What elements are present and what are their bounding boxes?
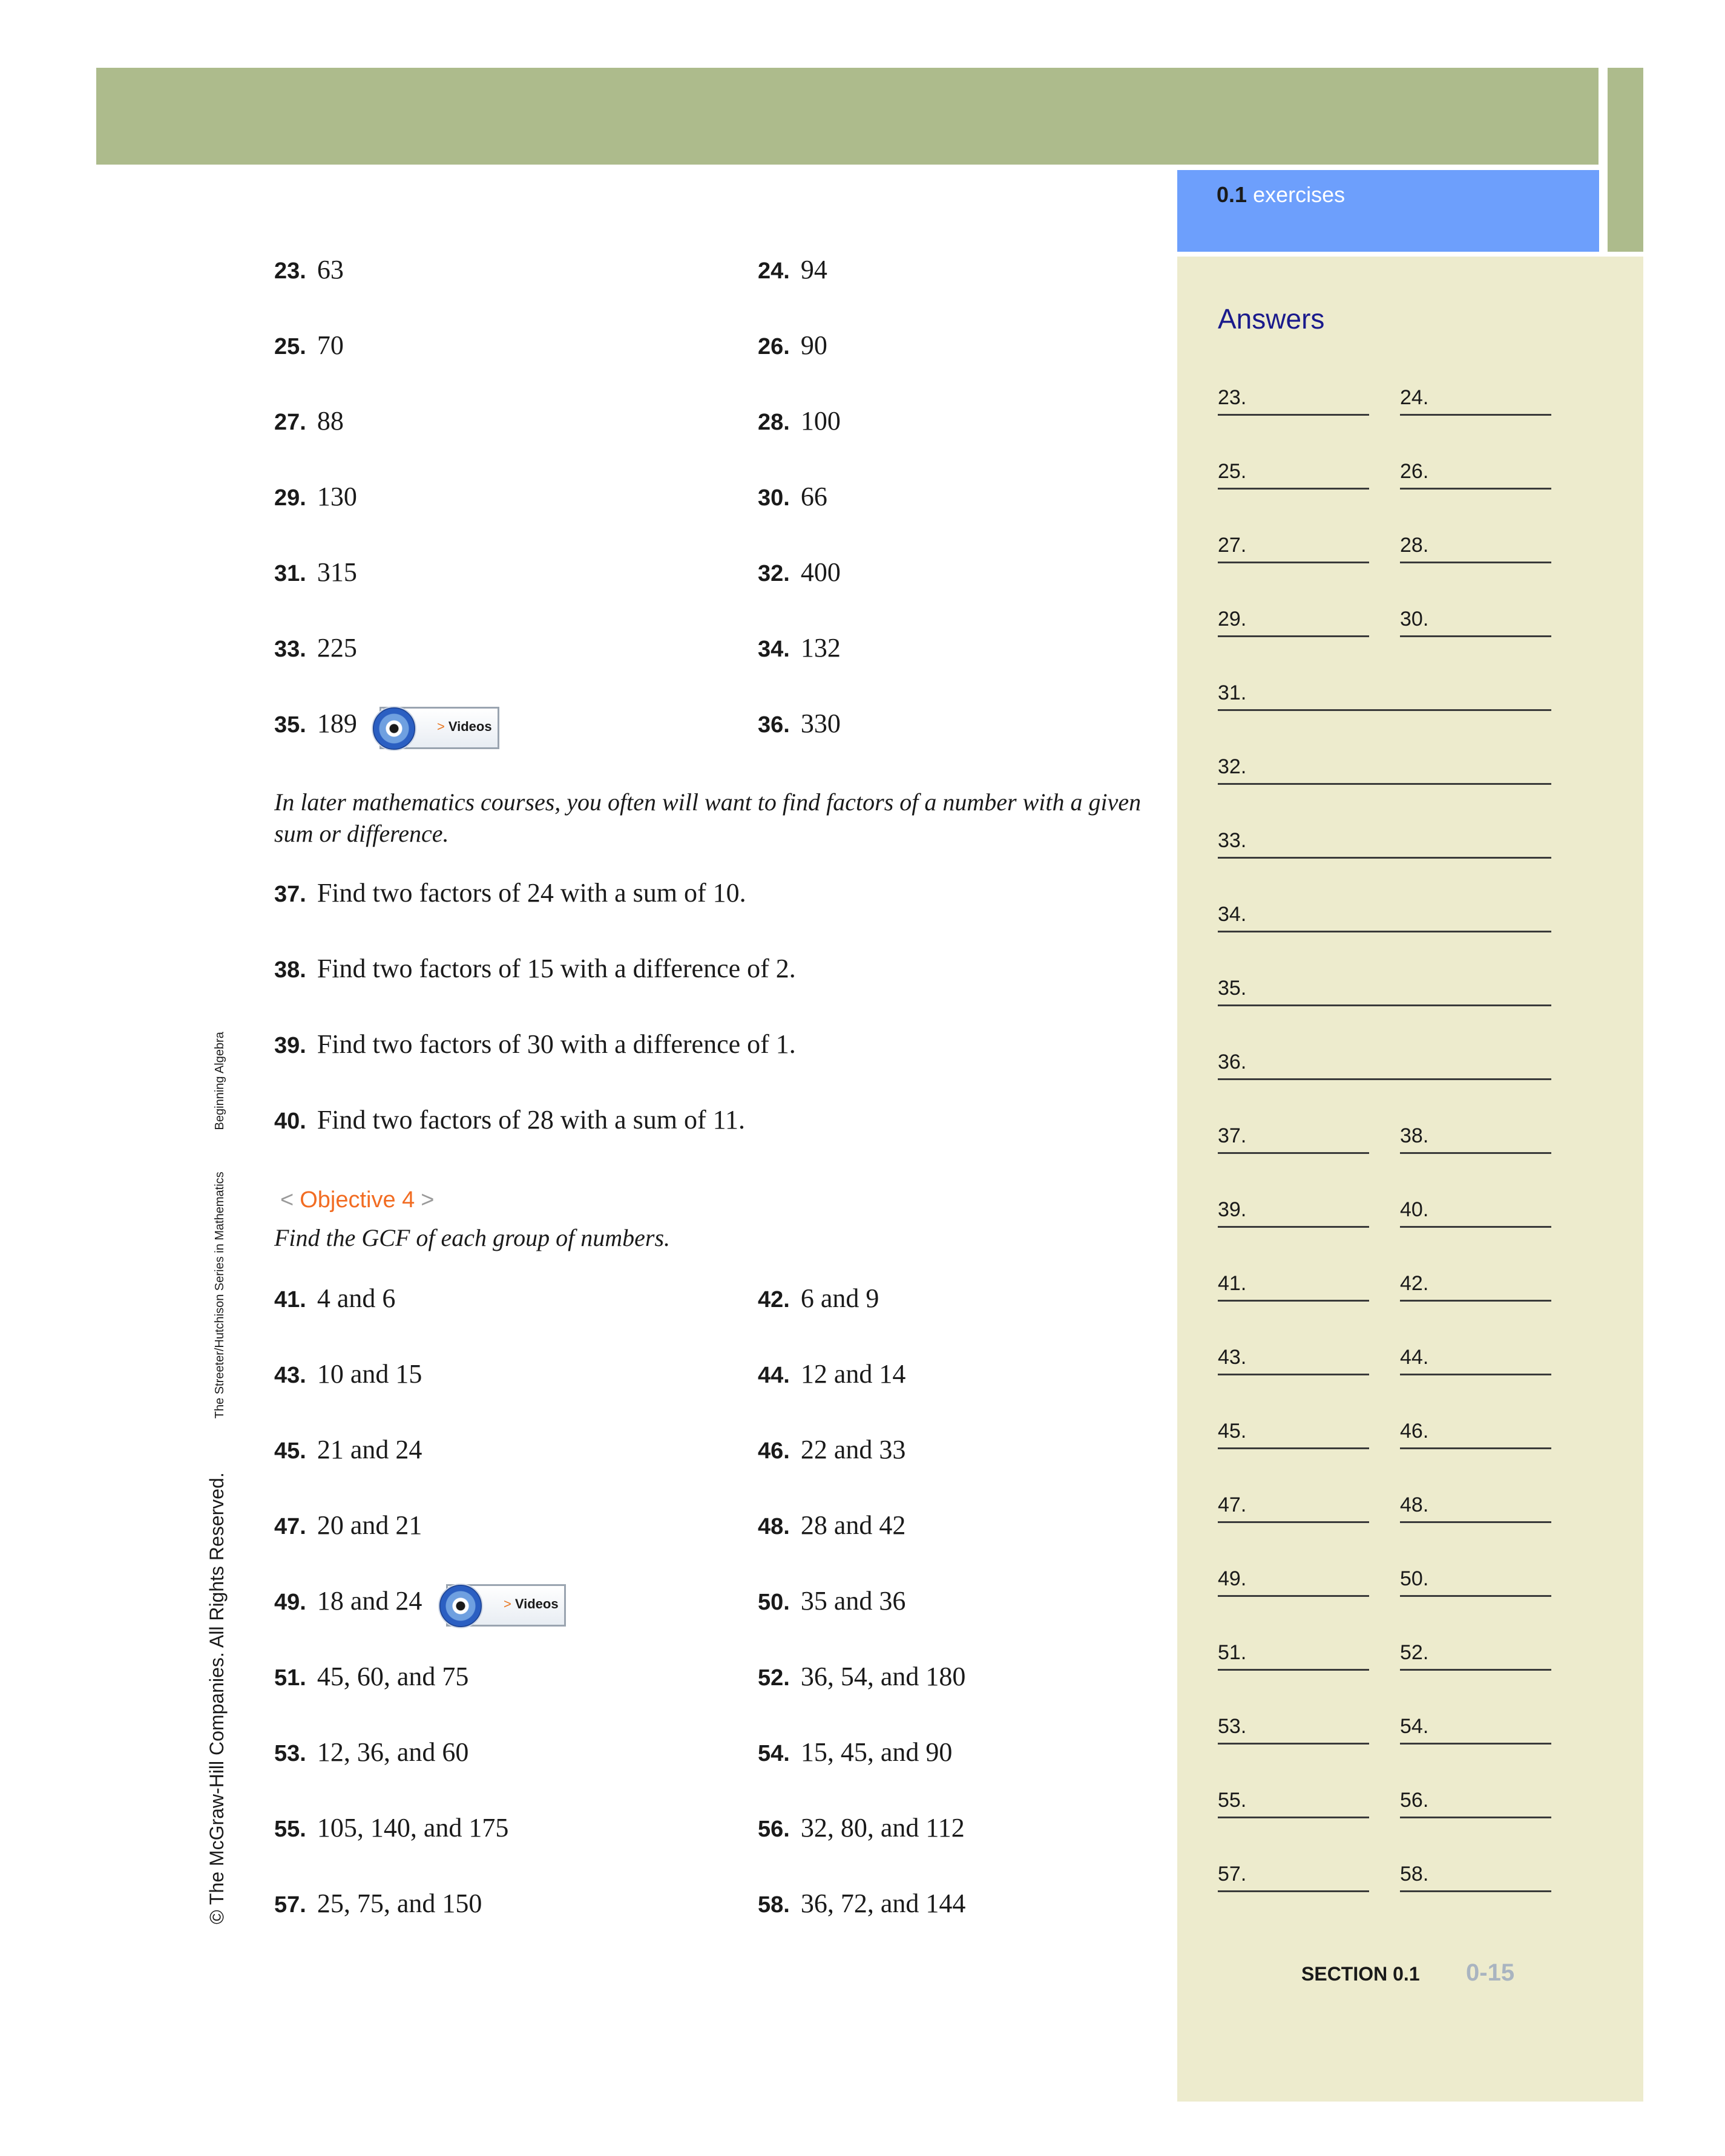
exercise-value: 315 — [317, 557, 357, 587]
exercise-51 — [274, 1661, 468, 1694]
exercise-value: 330 — [800, 709, 841, 738]
objective-heading — [274, 1187, 441, 1213]
exercise-number: 28. — [758, 410, 790, 435]
exercise-text: Find two factors of 15 with a difference of 2. — [317, 954, 796, 983]
side-copyright — [206, 1032, 228, 1924]
exercise-45 — [274, 1434, 422, 1467]
exercise-value: 63 — [317, 255, 344, 284]
exercise-number: 23. — [274, 258, 306, 284]
section-number: 0.1 — [1217, 182, 1247, 207]
exercise-40 — [274, 1104, 745, 1137]
exercise-number: 43. — [274, 1363, 306, 1388]
exercise-56 — [758, 1812, 965, 1845]
exercise-value: 90 — [800, 330, 827, 360]
exercise-value: 45, 60, and 75 — [317, 1662, 469, 1691]
chevron-right-icon: > — [504, 1596, 511, 1611]
exercise-value: 21 and 24 — [317, 1435, 422, 1464]
exercise-value: 225 — [317, 633, 357, 663]
exercise-number: 31. — [274, 561, 306, 586]
answer-blank-55[interactable]: 55. — [1218, 1788, 1369, 1818]
exercise-value: 105, 140, and 175 — [317, 1813, 509, 1843]
video-button[interactable] — [446, 1584, 566, 1627]
answer-blank-38[interactable]: 38. — [1400, 1124, 1551, 1154]
answer-blank-45[interactable]: 45. — [1218, 1419, 1369, 1449]
exercise-value: 35 and 36 — [800, 1586, 906, 1616]
exercise-value: 400 — [800, 557, 841, 587]
exercise-52 — [758, 1661, 965, 1694]
chevron-right-icon: > — [437, 719, 445, 734]
answer-blank-48[interactable]: 48. — [1400, 1493, 1551, 1523]
exercise-value: 25, 75, and 150 — [317, 1889, 482, 1918]
answer-blank-34[interactable]: 34. — [1218, 902, 1551, 932]
exercise-value: 130 — [317, 482, 357, 511]
exercise-number: 50. — [758, 1590, 790, 1615]
exercise-value: 6 and 9 — [800, 1283, 879, 1313]
answer-blank-53[interactable]: 53. — [1218, 1714, 1369, 1745]
exercise-value: 20 and 21 — [317, 1510, 422, 1540]
exercise-value: 12, 36, and 60 — [317, 1737, 469, 1767]
exercise-43 — [274, 1358, 422, 1391]
exercise-34 — [758, 632, 841, 665]
exercise-number: 58. — [758, 1892, 790, 1918]
answer-blank-46[interactable]: 46. — [1400, 1419, 1551, 1449]
exercise-36 — [758, 708, 841, 741]
exercise-50 — [758, 1585, 905, 1618]
answer-blank-54[interactable]: 54. — [1400, 1714, 1551, 1745]
exercise-number: 35. — [274, 712, 306, 738]
exercise-28 — [758, 405, 841, 438]
disc-icon — [372, 706, 416, 751]
answer-blank-51[interactable]: 51. — [1218, 1640, 1369, 1671]
exercise-number: 44. — [758, 1363, 790, 1388]
exercise-value: 28 and 42 — [800, 1510, 906, 1540]
exercise-39 — [274, 1029, 796, 1061]
exercise-29 — [274, 481, 357, 514]
exercise-value: 132 — [800, 633, 841, 663]
exercise-number: 26. — [758, 334, 790, 359]
video-label — [437, 719, 492, 735]
exercise-33 — [274, 632, 357, 665]
exercise-number: 56. — [758, 1817, 790, 1842]
exercise-number: 38. — [274, 957, 306, 983]
answer-blank-32[interactable]: 32. — [1218, 755, 1551, 785]
exercise-47 — [274, 1510, 422, 1542]
exercise-number: 25. — [274, 334, 306, 359]
exercise-text: Find two factors of 30 with a difference of 1. — [317, 1029, 796, 1059]
answer-blank-33[interactable]: 33. — [1218, 828, 1551, 859]
exercise-value: 10 and 15 — [317, 1359, 422, 1389]
exercise-value: 36, 54, and 180 — [800, 1662, 966, 1691]
footer-section-label: SECTION 0.1 — [1301, 1963, 1420, 1985]
exercise-value: 15, 45, and 90 — [800, 1737, 953, 1767]
answer-blank-27[interactable]: 27. — [1218, 533, 1369, 563]
answer-blank-25[interactable]: 25. — [1218, 459, 1369, 490]
exercise-value: 12 and 14 — [800, 1359, 906, 1389]
exercise-number: 54. — [758, 1741, 790, 1766]
exercise-number: 36. — [758, 712, 790, 738]
answer-blank-41[interactable]: 41. — [1218, 1271, 1369, 1302]
exercise-number: 39. — [274, 1033, 306, 1058]
exercise-value: 100 — [800, 406, 841, 436]
answer-blank-26[interactable]: 26. — [1400, 459, 1551, 490]
answer-blank-56[interactable]: 56. — [1400, 1788, 1551, 1818]
exercise-number: 24. — [758, 258, 790, 284]
answer-blank-58[interactable]: 58. — [1400, 1862, 1551, 1892]
disc-icon — [438, 1584, 483, 1628]
exercise-value: 94 — [800, 255, 827, 284]
exercise-number: 45. — [274, 1438, 306, 1464]
objective-left-bracket: < — [280, 1187, 294, 1213]
exercise-55 — [274, 1812, 508, 1845]
exercise-value: 36, 72, and 144 — [800, 1889, 966, 1918]
exercise-37 — [274, 877, 746, 910]
exercise-number: 32. — [758, 561, 790, 586]
exercise-42 — [758, 1283, 879, 1316]
answer-blank-24[interactable]: 24. — [1400, 385, 1551, 416]
exercise-26 — [758, 330, 827, 362]
answer-blank-39[interactable]: 39. — [1218, 1198, 1369, 1228]
exercise-number: 33. — [274, 637, 306, 662]
exercise-41 — [274, 1283, 395, 1316]
exercise-number: 51. — [274, 1665, 306, 1691]
answer-blank-30[interactable]: 30. — [1400, 607, 1551, 637]
section-tab — [1177, 170, 1599, 252]
exercise-number: 37. — [274, 882, 306, 907]
exercise-number: 47. — [274, 1514, 306, 1539]
exercise-number: 53. — [274, 1741, 306, 1766]
exercise-number: 46. — [758, 1438, 790, 1464]
answer-blank-35[interactable]: 35. — [1218, 976, 1551, 1006]
exercise-number: 29. — [274, 485, 306, 511]
answers-title: Answers — [1218, 303, 1325, 335]
section-tab-label — [1217, 182, 1345, 208]
exercise-number: 41. — [274, 1287, 306, 1312]
exercise-value: 66 — [800, 482, 827, 511]
answer-blank-47[interactable]: 47. — [1218, 1493, 1369, 1523]
video-label-text: Videos — [514, 1596, 559, 1611]
exercise-number: 40. — [274, 1109, 306, 1134]
book-title-text: Beginning Algebra — [213, 1032, 226, 1130]
gcf-instruction: Find the GCF of each group of numbers. — [274, 1224, 671, 1251]
answer-blank-50[interactable]: 50. — [1400, 1567, 1551, 1597]
exercise-value: 18 and 24 — [317, 1586, 422, 1616]
video-button[interactable] — [380, 707, 499, 749]
exercise-58 — [758, 1888, 965, 1921]
answer-blank-57[interactable]: 57. — [1218, 1862, 1369, 1892]
exercise-number: 55. — [274, 1817, 306, 1842]
answer-blank-44[interactable]: 44. — [1400, 1345, 1551, 1375]
exercise-value: 189 — [317, 709, 357, 738]
exercise-30 — [758, 481, 827, 514]
exercise-48 — [758, 1510, 905, 1542]
exercise-text: Find two factors of 24 with a sum of 10. — [317, 878, 746, 908]
answer-blank-40[interactable]: 40. — [1400, 1198, 1551, 1228]
exercise-23 — [274, 254, 344, 287]
exercise-49 — [274, 1585, 422, 1618]
answer-blank-36[interactable]: 36. — [1218, 1050, 1551, 1080]
exercise-number: 52. — [758, 1665, 790, 1691]
exercise-25 — [274, 330, 344, 362]
answer-blank-28[interactable]: 28. — [1400, 533, 1551, 563]
footer-page-number: 0-15 — [1466, 1959, 1515, 1986]
answer-blank-23[interactable]: 23. — [1218, 385, 1369, 416]
answer-blank-29[interactable]: 29. — [1218, 607, 1369, 637]
exercise-text: Find two factors of 28 with a sum of 11. — [317, 1105, 746, 1135]
exercise-53 — [274, 1737, 468, 1769]
exercise-value: 88 — [317, 406, 344, 436]
video-label — [504, 1596, 559, 1612]
video-label-text: Videos — [448, 719, 492, 734]
answer-blank-43[interactable]: 43. — [1218, 1345, 1369, 1375]
exercise-35 — [274, 708, 357, 741]
answer-blank-42[interactable]: 42. — [1400, 1271, 1551, 1302]
exercise-value: 32, 80, and 112 — [800, 1813, 965, 1843]
exercise-44 — [758, 1358, 905, 1391]
exercise-number: 49. — [274, 1590, 306, 1615]
intro-text: In later mathematics courses, you often will want to find factors of a number with a given sum or difference. — [274, 788, 1142, 847]
exercise-57 — [274, 1888, 482, 1921]
exercise-number: 57. — [274, 1892, 306, 1918]
exercise-31 — [274, 557, 357, 589]
exercise-number: 27. — [274, 410, 306, 435]
objective-label: Objective 4 — [300, 1187, 415, 1213]
exercise-value: 70 — [317, 330, 344, 360]
exercise-number: 42. — [758, 1287, 790, 1312]
exercise-54 — [758, 1737, 952, 1769]
exercise-value: 4 and 6 — [317, 1283, 396, 1313]
exercise-46 — [758, 1434, 905, 1467]
exercise-32 — [758, 557, 841, 589]
exercise-number: 34. — [758, 637, 790, 662]
exercise-number: 48. — [758, 1514, 790, 1539]
exercise-number: 30. — [758, 485, 790, 511]
answer-blank-37[interactable]: 37. — [1218, 1124, 1369, 1154]
answer-blank-49[interactable]: 49. — [1218, 1567, 1369, 1597]
answer-blank-31[interactable]: 31. — [1218, 681, 1551, 711]
copyright-text: © The McGraw-Hill Companies. All Rights Reserved. — [206, 1472, 228, 1924]
exercise-27 — [274, 405, 344, 438]
section-label: exercises — [1253, 182, 1346, 207]
series-text: The Streeter/Hutchison Series in Mathematics — [213, 1171, 226, 1419]
answer-blank-52[interactable]: 52. — [1400, 1640, 1551, 1671]
exercise-24 — [758, 254, 827, 287]
exercise-value: 22 and 33 — [800, 1435, 906, 1464]
exercise-38 — [274, 953, 796, 986]
header-band-edge — [1608, 68, 1643, 252]
header-band — [96, 68, 1598, 165]
objective-right-bracket: > — [421, 1187, 435, 1213]
